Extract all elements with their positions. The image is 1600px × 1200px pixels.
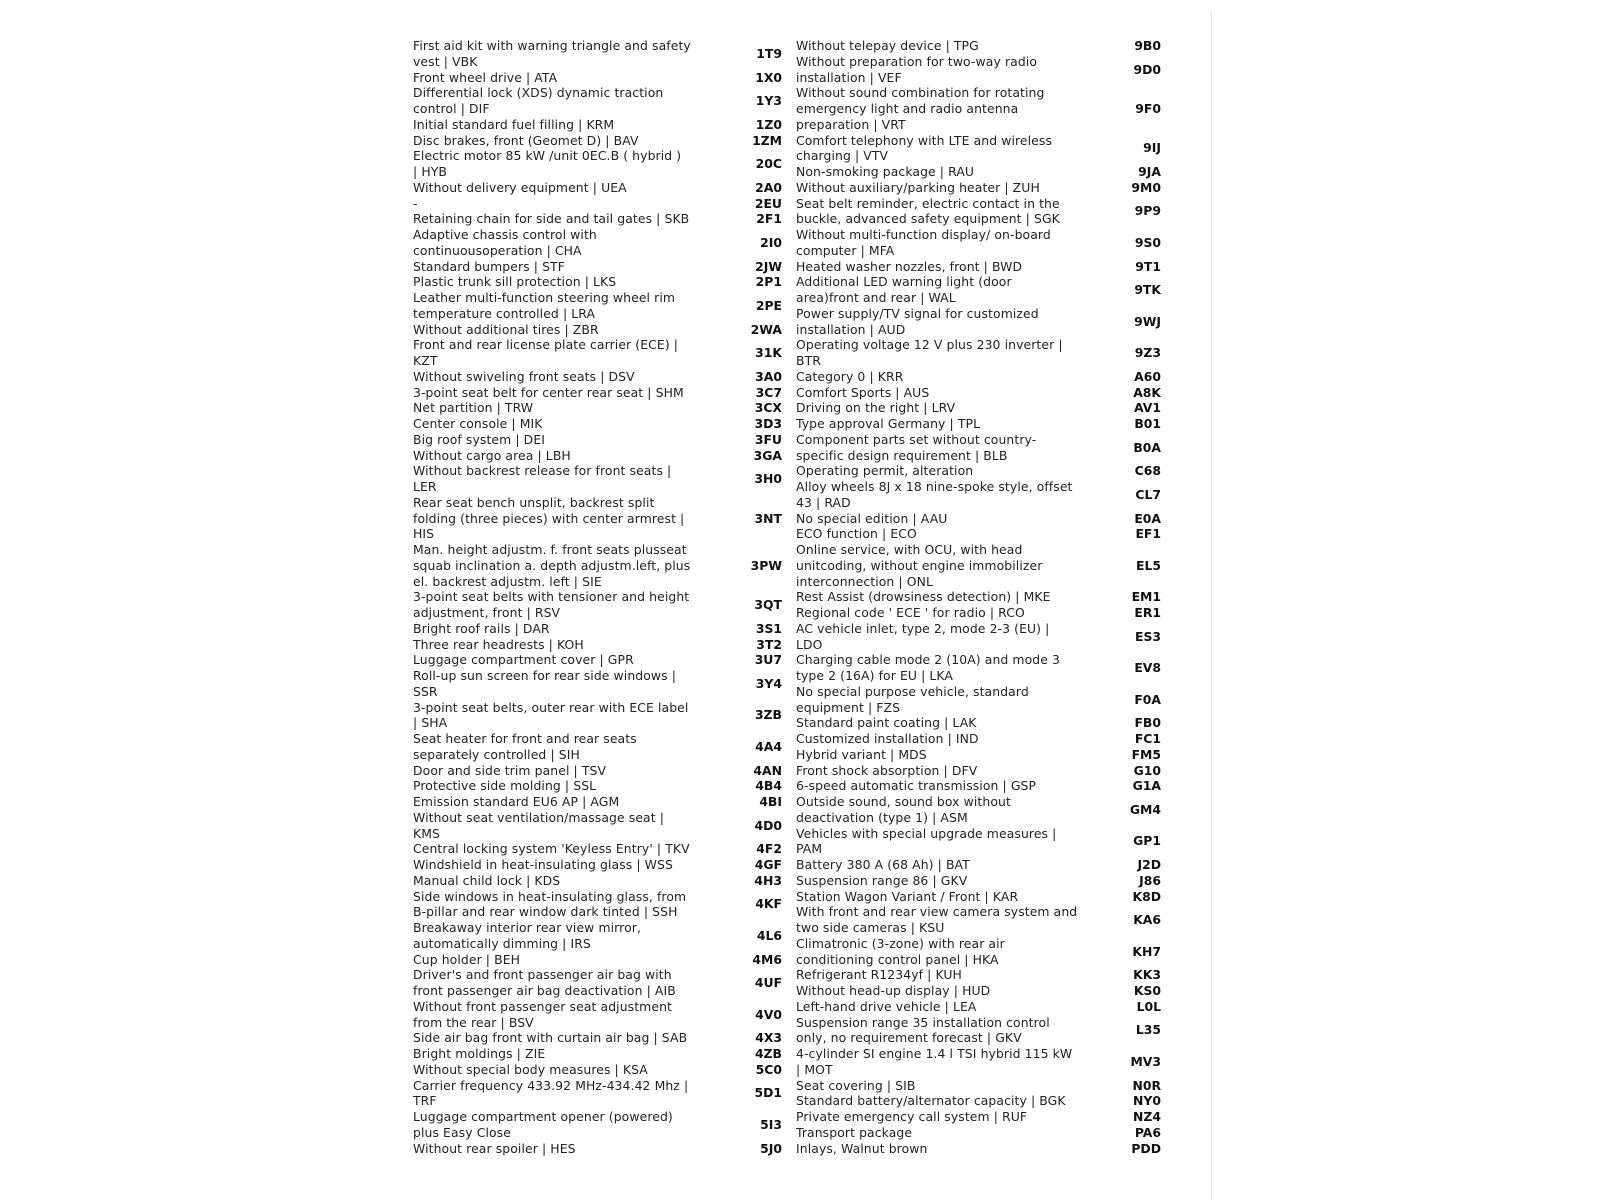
- equipment-description: No special purpose vehicle, standard equipment | FZS: [796, 683, 1029, 715]
- equipment-code: 3NT: [754, 510, 782, 526]
- equipment-code: A60: [1134, 368, 1161, 384]
- equipment-description: Without head-up display | HUD: [796, 983, 991, 998]
- equipment-description: Refrigerant R1234yf | KUH: [796, 967, 962, 983]
- equipment-row: [796, 747, 1173, 763]
- equipment-code: 1X0: [755, 69, 782, 85]
- equipment-description: Private emergency call system | RUF: [796, 1109, 1028, 1124]
- equipment-row: [796, 479, 1173, 511]
- equipment-description: Type approval Germany | TPL: [796, 416, 981, 431]
- equipment-description: Man. height adjustm. f. front seats plusseat squab inclination a. depth adjustm.left, plus el. backrest adjustm. left | SIE: [413, 542, 691, 589]
- equipment-description: Operating permit, alteration: [796, 463, 974, 479]
- equipment-row: [796, 38, 1173, 54]
- equipment-description: Plastic trunk sill protection | LKS: [413, 274, 617, 290]
- equipment-code: KA6: [1133, 912, 1161, 928]
- equipment-description: Heated washer nozzles, front | BWD: [796, 258, 1023, 274]
- equipment-row: [413, 1141, 786, 1157]
- equipment-description: Side air bag front with curtain air bag | SAB: [413, 1030, 688, 1046]
- equipment-row: [796, 936, 1173, 968]
- equipment-row: [413, 133, 786, 149]
- equipment-row: [796, 621, 1173, 653]
- equipment-code: 3A0: [755, 368, 782, 384]
- equipment-description: Without telepay device | TPG: [796, 38, 979, 53]
- equipment-row: [413, 117, 786, 133]
- equipment-description: Left-hand drive vehicle | LEA: [796, 998, 977, 1014]
- equipment-row: [413, 369, 786, 385]
- equipment-code: 2PE: [755, 297, 782, 313]
- equipment-code: 3CX: [754, 400, 782, 416]
- equipment-description: Standard paint coating | LAK: [796, 715, 977, 731]
- equipment-row: [413, 400, 786, 416]
- equipment-row: [796, 385, 1173, 401]
- equipment-row: [796, 164, 1173, 180]
- equipment-description: Side windows in heat-insulating glass, from B-pillar and rear window dark tinted | SSH: [413, 888, 687, 920]
- equipment-row: [413, 999, 786, 1031]
- equipment-row: [796, 1093, 1173, 1109]
- equipment-code: 9JA: [1138, 164, 1161, 179]
- equipment-row: [413, 432, 786, 448]
- equipment-code: 3Y4: [755, 675, 782, 691]
- equipment-row: [796, 983, 1173, 999]
- equipment-code: 1Y3: [755, 93, 782, 109]
- equipment-row: [413, 85, 786, 117]
- equipment-row: [796, 542, 1173, 589]
- equipment-row: [413, 211, 786, 227]
- equipment-code: 4D0: [754, 817, 782, 833]
- equipment-row: [413, 857, 786, 873]
- equipment-row: [413, 385, 786, 401]
- equipment-description: Without cargo area | LBH: [413, 447, 571, 463]
- equipment-code: 1ZM: [752, 132, 782, 148]
- equipment-row: [796, 180, 1173, 196]
- equipment-code: 3T2: [756, 636, 782, 652]
- equipment-code: 2A0: [755, 179, 782, 195]
- equipment-description: Suspension range 35 installation control only, no requirement forecast | GKV: [796, 1014, 1050, 1046]
- equipment-row: [413, 700, 786, 732]
- equipment-column-right: [796, 38, 1173, 1156]
- equipment-row: [413, 38, 786, 70]
- equipment-row: [413, 967, 786, 999]
- equipment-description: Front wheel drive | ATA: [413, 69, 558, 85]
- equipment-row: [796, 1015, 1173, 1047]
- equipment-description: -: [413, 195, 418, 211]
- equipment-description: Driving on the right | LRV: [796, 400, 956, 416]
- equipment-description: Alloy wheels 8J x 18 nine-spoke style, offset 43 | RAD: [796, 479, 1073, 510]
- equipment-description: Without seat ventilation/massage seat | KMS: [413, 809, 665, 841]
- equipment-code: 4BI: [759, 794, 782, 809]
- equipment-row: [413, 274, 786, 290]
- equipment-code: CL7: [1135, 486, 1161, 502]
- equipment-description: Without special body measures | KSA: [413, 1061, 648, 1077]
- equipment-description: Front shock absorption | DFV: [796, 762, 978, 778]
- equipment-code: 3GA: [753, 447, 782, 463]
- equipment-code: N0R: [1132, 1077, 1161, 1093]
- equipment-code: B0A: [1133, 439, 1161, 455]
- equipment-description: Operating voltage 12 V plus 230 inverter | BTR: [796, 337, 1063, 368]
- equipment-code: 5I3: [760, 1116, 782, 1132]
- equipment-description: Protective side molding | SSL: [413, 778, 597, 794]
- equipment-row: [413, 1046, 786, 1062]
- equipment-description: Center console | MIK: [413, 416, 543, 431]
- equipment-description: Bright moldings | ZIE: [413, 1046, 546, 1061]
- equipment-description: Standard bumpers | STF: [413, 258, 565, 274]
- equipment-description: 3-point seat belts, outer rear with ECE label | SHA: [413, 699, 689, 731]
- equipment-code: 3S1: [755, 620, 782, 636]
- equipment-row: [413, 920, 786, 952]
- equipment-description: Without front passenger seat adjustment from the rear | BSV: [413, 998, 672, 1030]
- equipment-code: 9Z3: [1134, 345, 1161, 361]
- equipment-code: 9S0: [1134, 234, 1161, 250]
- equipment-row: [413, 322, 786, 338]
- equipment-description: Leather multi-function steering wheel rim temperature controlled | LRA: [413, 290, 676, 321]
- equipment-code: 9TK: [1134, 282, 1161, 298]
- equipment-code: 9B0: [1134, 38, 1161, 53]
- equipment-description: Customized installation | IND: [796, 731, 979, 746]
- equipment-code: FM5: [1131, 746, 1161, 762]
- equipment-description: Inlays, Walnut brown: [796, 1140, 928, 1156]
- equipment-row: [796, 196, 1173, 228]
- equipment-description: Initial standard fuel filling | KRM: [413, 116, 615, 132]
- equipment-description: Seat heater for front and rear seats separately controlled | SIH: [413, 731, 637, 762]
- equipment-code: A8K: [1133, 384, 1161, 400]
- equipment-row: [796, 826, 1173, 858]
- equipment-description: Category 0 | KRR: [796, 368, 904, 384]
- equipment-row: [796, 589, 1173, 605]
- equipment-row: [413, 668, 786, 700]
- equipment-description: Climatronic (3-zone) with rear air conditioning control panel | HKA: [796, 935, 1005, 967]
- equipment-description: Without rear spoiler | HES: [413, 1140, 576, 1156]
- equipment-description: Bright roof rails | DAR: [413, 620, 550, 636]
- equipment-row: [796, 794, 1173, 826]
- equipment-column-left: [413, 38, 786, 1156]
- equipment-code: 2EU: [754, 195, 782, 211]
- equipment-code: KH7: [1132, 943, 1161, 959]
- equipment-code: 9T1: [1135, 258, 1161, 274]
- equipment-code: 2P1: [755, 274, 782, 290]
- equipment-code: 3QT: [754, 597, 782, 613]
- equipment-row: [413, 463, 786, 495]
- equipment-code: 9F0: [1135, 101, 1161, 116]
- equipment-row: [796, 274, 1173, 306]
- equipment-row: [796, 85, 1173, 132]
- equipment-code: J86: [1139, 872, 1161, 888]
- equipment-row: [413, 416, 786, 432]
- equipment-code: 2WA: [750, 321, 782, 337]
- equipment-code: 4ZB: [754, 1046, 782, 1061]
- equipment-code: 5C0: [755, 1061, 782, 1077]
- equipment-row: [796, 259, 1173, 275]
- equipment-code: 5D1: [754, 1085, 782, 1101]
- equipment-code: L35: [1135, 1022, 1161, 1038]
- equipment-row: [796, 763, 1173, 779]
- equipment-description: Without sound combination for rotating emergency light and radio antenna preparation | VRT: [796, 85, 1045, 132]
- equipment-description: Regional code ' ECE ' for radio | RCO: [796, 605, 1025, 620]
- equipment-code: J2D: [1137, 857, 1161, 872]
- equipment-description: Without additional tires | ZBR: [413, 321, 599, 337]
- equipment-row: [796, 873, 1173, 889]
- equipment-description: Transport package: [796, 1124, 913, 1140]
- equipment-row: [796, 432, 1173, 464]
- equipment-description: 6-speed automatic transmission | GSP: [796, 778, 1037, 794]
- equipment-row: [796, 967, 1173, 983]
- equipment-description: Differential lock (XDS) dynamic traction control | DIF: [413, 85, 664, 116]
- equipment-code: 3FU: [754, 431, 782, 447]
- equipment-code: PDD: [1131, 1140, 1161, 1156]
- equipment-description: Windshield in heat-insulating glass | WSS: [413, 857, 673, 872]
- equipment-description: Manual child lock | KDS: [413, 872, 561, 888]
- equipment-code: 1T9: [756, 45, 782, 61]
- equipment-row: [796, 889, 1173, 905]
- equipment-code: EL5: [1136, 557, 1161, 573]
- equipment-code: 9WJ: [1134, 313, 1161, 329]
- equipment-row: [796, 463, 1173, 479]
- equipment-code: 3ZB: [754, 707, 782, 723]
- equipment-description: Outside sound, sound box without deactivation (type 1) | ASM: [796, 794, 1011, 825]
- equipment-description: Without auxiliary/parking heater | ZUH: [796, 179, 1040, 195]
- equipment-code: 4KF: [755, 896, 782, 912]
- equipment-row: [796, 526, 1173, 542]
- equipment-row: [796, 511, 1173, 527]
- equipment-row: [796, 416, 1173, 432]
- equipment-row: [413, 952, 786, 968]
- equipment-description: Cup holder | BEH: [413, 951, 521, 967]
- equipment-row: [413, 889, 786, 921]
- equipment-row: [413, 841, 786, 857]
- equipment-description: Front and rear license plate carrier (ECE) | KZT: [413, 337, 679, 368]
- equipment-description: Hybrid variant | MDS: [796, 746, 927, 762]
- equipment-row: [796, 400, 1173, 416]
- equipment-code: EM1: [1131, 589, 1161, 605]
- equipment-description: Station Wagon Variant / Front | KAR: [796, 888, 1019, 904]
- equipment-row: [413, 495, 786, 542]
- equipment-row: [796, 227, 1173, 259]
- equipment-row: [796, 1046, 1173, 1078]
- equipment-description: AC vehicle inlet, type 2, mode 2-3 (EU) | LDO: [796, 620, 1050, 652]
- equipment-description: Driver's and front passenger air bag with front passenger air bag deactivation | AIB: [413, 967, 676, 998]
- equipment-row: [413, 810, 786, 842]
- equipment-code: 9P9: [1134, 203, 1161, 219]
- equipment-description: Net partition | TRW: [413, 400, 534, 416]
- equipment-code: FC1: [1134, 731, 1161, 746]
- equipment-row: [413, 1109, 786, 1141]
- equipment-row: [413, 652, 786, 668]
- equipment-row: [796, 1109, 1173, 1125]
- equipment-row: [413, 794, 786, 810]
- equipment-description: Without backrest release for front seats | LER: [413, 463, 672, 494]
- equipment-row: [413, 448, 786, 464]
- equipment-row: [796, 731, 1173, 747]
- equipment-row: [796, 1141, 1173, 1157]
- equipment-code: 9M0: [1131, 179, 1161, 195]
- equipment-code: 3PW: [750, 557, 782, 573]
- equipment-description: Non-smoking package | RAU: [796, 164, 975, 179]
- equipment-code: 4GF: [754, 857, 782, 872]
- equipment-row: [413, 196, 786, 212]
- equipment-code: 2I0: [760, 234, 782, 250]
- equipment-description: Central locking system 'Keyless Entry' | TKV: [413, 841, 690, 857]
- equipment-code: L0L: [1136, 998, 1161, 1014]
- equipment-description: Big roof system | DEI: [413, 431, 546, 447]
- equipment-row: [413, 70, 786, 86]
- equipment-row: [413, 873, 786, 889]
- equipment-code: NZ4: [1133, 1109, 1161, 1124]
- equipment-row: [413, 1062, 786, 1078]
- equipment-code: 4X3: [755, 1030, 782, 1046]
- equipment-row: [796, 1125, 1173, 1141]
- equipment-row: [796, 1078, 1173, 1094]
- equipment-code: 4B4: [755, 778, 782, 794]
- equipment-row: [796, 904, 1173, 936]
- equipment-row: [796, 778, 1173, 794]
- equipment-row: [413, 778, 786, 794]
- equipment-code: 4M6: [752, 951, 782, 967]
- equipment-description: Carrier frequency 433.92 MHz-434.42 Mhz | TRF: [413, 1077, 689, 1109]
- equipment-code: 4AN: [753, 762, 782, 778]
- equipment-row: [413, 337, 786, 369]
- equipment-code: GP1: [1133, 833, 1161, 849]
- equipment-code: PA6: [1134, 1124, 1161, 1140]
- equipment-description: Emission standard EU6 AP | AGM: [413, 794, 620, 809]
- equipment-description: 3-point seat belts with tensioner and height adjustment, front | RSV: [413, 589, 690, 620]
- equipment-row: [796, 715, 1173, 731]
- equipment-code: B01: [1134, 416, 1161, 431]
- equipment-code: EF1: [1135, 526, 1161, 542]
- equipment-row: [413, 621, 786, 637]
- equipment-code: AV1: [1134, 400, 1161, 416]
- equipment-description: ECO function | ECO: [796, 526, 917, 542]
- equipment-description: Door and side trim panel | TSV: [413, 762, 607, 778]
- equipment-row: [796, 684, 1173, 716]
- equipment-code: 1Z0: [755, 116, 782, 132]
- equipment-row: [796, 369, 1173, 385]
- equipment-code: F0A: [1134, 691, 1161, 707]
- equipment-row: [413, 731, 786, 763]
- equipment-code: EV8: [1134, 660, 1161, 676]
- equipment-row: [413, 542, 786, 589]
- equipment-description: Rest Assist (drowsiness detection) | MKE: [796, 589, 1051, 605]
- equipment-row: [796, 54, 1173, 86]
- equipment-description: Rear seat bench unsplit, backrest split folding (three pieces) with center armrest | HIS: [413, 494, 685, 542]
- equipment-description: Breakaway interior rear view mirror, automatically dimming | IRS: [413, 920, 641, 951]
- equipment-description: Without multi-function display/ on-board computer | MFA: [796, 227, 1051, 258]
- equipment-description: Power supply/TV signal for customized installation | AUD: [796, 305, 1039, 337]
- equipment-code: GM4: [1129, 801, 1161, 817]
- equipment-code: 3U7: [754, 652, 782, 668]
- equipment-description: Without preparation for two-way radio installation | VEF: [796, 53, 1038, 85]
- equipment-description: Luggage compartment cover | GPR: [413, 652, 634, 668]
- equipment-description: With front and rear view camera system and two side cameras | KSU: [796, 904, 1078, 935]
- equipment-row: [413, 290, 786, 322]
- equipment-code: 20C: [755, 156, 782, 172]
- equipment-code: 9IJ: [1143, 140, 1161, 156]
- equipment-row: [413, 227, 786, 259]
- equipment-description: Without swiveling front seats | DSV: [413, 368, 635, 384]
- equipment-description: Roll-up sun screen for rear side windows | SSR: [413, 668, 677, 699]
- equipment-code: C68: [1134, 463, 1161, 479]
- equipment-row: [796, 857, 1173, 873]
- equipment-row: [413, 763, 786, 779]
- equipment-description: Seat covering | SIB: [796, 1077, 916, 1093]
- equipment-description: Adaptive chassis control with continuousoperation | CHA: [413, 227, 597, 258]
- equipment-code: 4H3: [754, 872, 782, 888]
- equipment-code: 2JW: [755, 258, 782, 274]
- equipment-description: 4-cylinder SI engine 1.4 l TSI hybrid 115 kW | MOT: [796, 1046, 1073, 1077]
- equipment-description: Vehicles with special upgrade measures | PAM: [796, 825, 1057, 857]
- equipment-row: [413, 589, 786, 621]
- equipment-code: G10: [1133, 762, 1161, 778]
- equipment-description: Without delivery equipment | UEA: [413, 179, 627, 195]
- equipment-description: Standard battery/alternator capacity | BGK: [796, 1093, 1066, 1109]
- equipment-code: K8D: [1132, 888, 1161, 904]
- equipment-code: KK3: [1133, 967, 1161, 983]
- equipment-row: [796, 999, 1173, 1015]
- equipment-description: Disc brakes, front (Geomet D) | BAV: [413, 132, 639, 148]
- equipment-description: Seat belt reminder, electric contact in the buckle, advanced safety equipment | SGK: [796, 195, 1060, 227]
- equipment-description: Electric motor 85 kW /unit 0EC.B ( hybrid ) | HYB: [413, 148, 682, 179]
- equipment-row: [413, 148, 786, 180]
- equipment-description: Component parts set without country- specific design requirement | BLB: [796, 431, 1037, 463]
- equipment-row: [413, 180, 786, 196]
- equipment-code: NY0: [1133, 1093, 1161, 1109]
- equipment-row: [413, 1078, 786, 1110]
- equipment-code: ES3: [1134, 628, 1161, 644]
- equipment-code: E0A: [1134, 510, 1161, 526]
- equipment-code: 4UF: [754, 975, 782, 991]
- equipment-code: 3D3: [754, 416, 782, 431]
- equipment-code: 4L6: [756, 927, 782, 943]
- equipment-code: MV3: [1130, 1053, 1161, 1069]
- equipment-row: [413, 259, 786, 275]
- equipment-row: [796, 306, 1173, 338]
- equipment-code: FB0: [1134, 715, 1161, 731]
- equipment-description: Charging cable mode 2 (10A) and mode 3 type 2 (16A) for EU | LKA: [796, 652, 1060, 683]
- equipment-description: First aid kit with warning triangle and safety vest | VBK: [413, 38, 691, 69]
- equipment-code: KS0: [1133, 983, 1161, 998]
- equipment-description: Three rear headrests | KOH: [413, 636, 584, 652]
- equipment-code: 31K: [755, 345, 782, 361]
- equipment-code: 4F2: [756, 841, 782, 857]
- equipment-row: [796, 133, 1173, 165]
- equipment-row: [796, 652, 1173, 684]
- equipment-description: No special edition | AAU: [796, 510, 948, 526]
- equipment-row: [413, 1030, 786, 1046]
- equipment-description: Comfort Sports | AUS: [796, 384, 930, 400]
- equipment-description: Additional LED warning light (door area)front and rear | WAL: [796, 274, 1012, 305]
- equipment-description: Comfort telephony with LTE and wireless charging | VTV: [796, 132, 1053, 164]
- equipment-code: 3H0: [754, 471, 782, 487]
- equipment-description: Online service, with OCU, with head unitcoding, without engine immobilizer interconnection | ONL: [796, 542, 1043, 589]
- equipment-description: Battery 380 A (68 Ah) | BAT: [796, 857, 970, 872]
- equipment-code: 4V0: [755, 1006, 782, 1022]
- equipment-description: Suspension range 86 | GKV: [796, 872, 968, 888]
- equipment-description: 3-point seat belt for center rear seat | SHM: [413, 384, 684, 400]
- equipment-code: 2F1: [756, 211, 782, 227]
- equipment-code: 5J0: [760, 1140, 782, 1156]
- equipment-description: Luggage compartment opener (powered) plus Easy Close: [413, 1109, 673, 1140]
- equipment-code: 3C7: [755, 384, 782, 400]
- equipment-row: [413, 637, 786, 653]
- equipment-row: [796, 337, 1173, 369]
- equipment-row: [796, 605, 1173, 621]
- equipment-description: Retaining chain for side and tail gates | SKB: [413, 211, 690, 227]
- page-edge-line: [1211, 10, 1212, 1200]
- equipment-code: G1A: [1132, 778, 1161, 794]
- equipment-code: ER1: [1134, 605, 1161, 620]
- equipment-code: 9D0: [1133, 61, 1161, 77]
- equipment-code: 4A4: [755, 738, 782, 754]
